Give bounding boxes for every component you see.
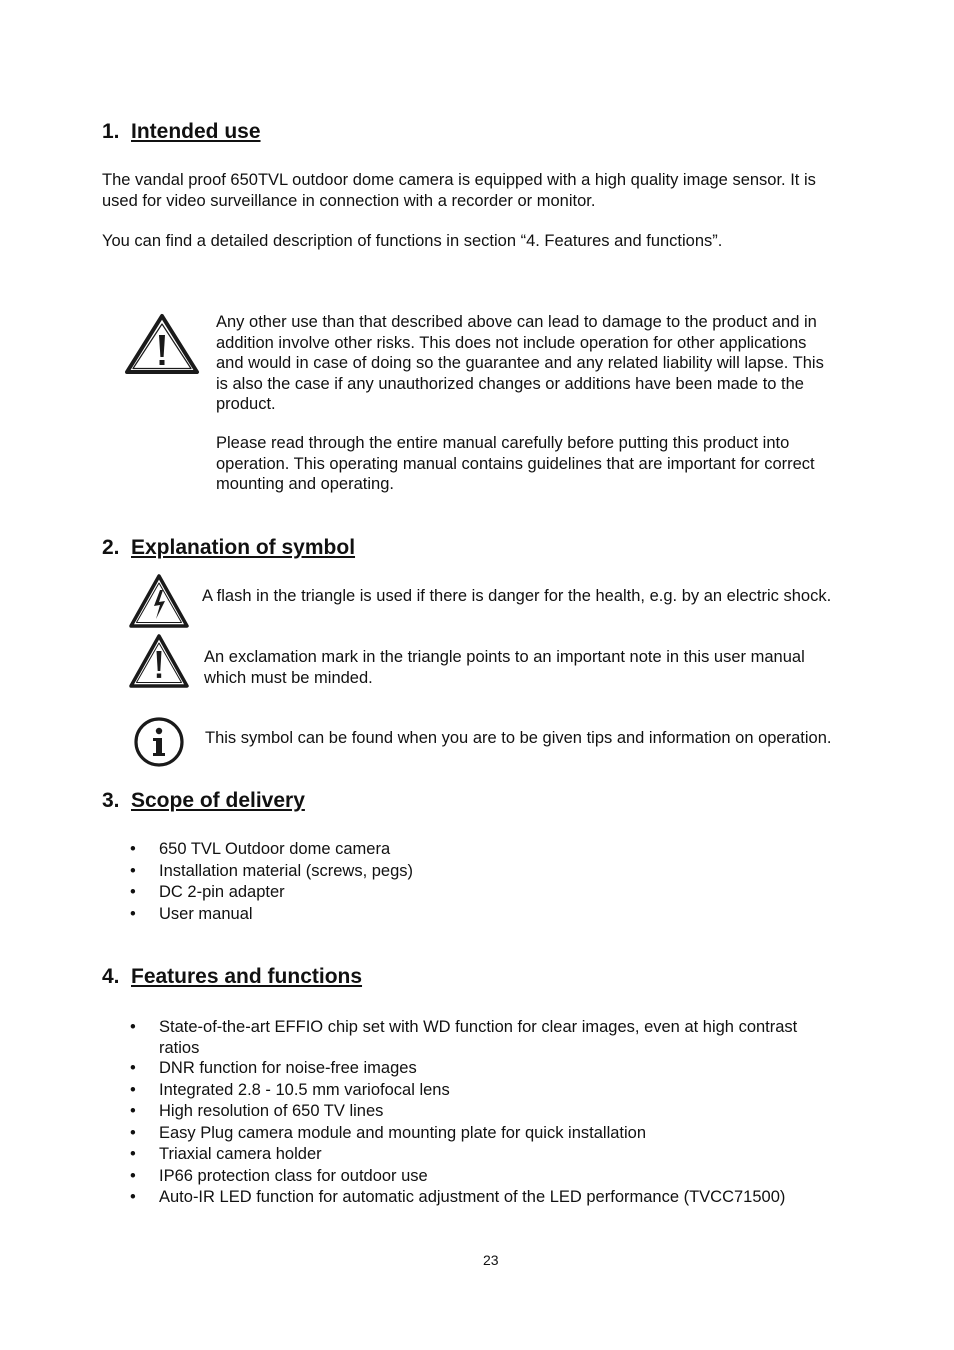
section-number: 4. <box>102 965 120 988</box>
warning-exclamation-triangle-icon <box>124 313 200 375</box>
list-item: • Triaxial camera holder <box>102 1144 797 1166</box>
list-item: • Integrated 2.8 - 10.5 mm variofocal lens <box>102 1080 797 1102</box>
list-item: • State-of-the-art EFFIO chip set with WD function for clear images, even at high contrast ratios <box>102 1017 797 1058</box>
list-item: • High resolution of 650 TV lines <box>102 1101 797 1123</box>
section-number: 3. <box>102 789 120 812</box>
section-title: Intended use <box>131 120 261 143</box>
section-title: Scope of delivery <box>131 789 305 812</box>
list-item: • Installation material (screws, pegs) <box>102 861 413 883</box>
delivery-list <box>102 839 413 925</box>
section-number: 2. <box>102 536 120 559</box>
warning-paragraph-1: Any other use than that described above can lead to damage to the product and in addition involve other risks. This does not include operation for other applications and would in case of doing so the guarantee and any related liability will lapse. This is also the case if any unauthorized changes or additions have been made to the product. <box>216 313 824 413</box>
list-item: • IP66 protection class for outdoor use <box>102 1166 797 1188</box>
list-item: • 650 TVL Outdoor dome camera <box>102 839 413 861</box>
warning-paragraph-2: Please read through the entire manual carefully before putting this product into operation. This operating manual contains guidelines that are important for correct mounting and operating. <box>216 434 815 493</box>
symbol-item-exclamation: An exclamation mark in the triangle points to an important note in this user manual which must be minded. <box>204 648 805 687</box>
list-item: • Auto-IR LED function for automatic adjustment of the LED performance (TVCC71500) <box>102 1187 797 1209</box>
list-item: • User manual <box>102 904 413 926</box>
section-title: Features and functions <box>131 965 363 988</box>
intended-use-paragraph-2: You can find a detailed description of functions in section “4. Features and functions”. <box>102 232 723 250</box>
section-title: Explanation of symbol <box>131 536 356 559</box>
list-item: • Easy Plug camera module and mounting plate for quick installation <box>102 1123 797 1145</box>
page-number: 23 <box>483 1252 499 1268</box>
list-item: • DC 2-pin adapter <box>102 882 413 904</box>
features-list <box>102 1017 797 1209</box>
lightning-triangle-icon <box>129 574 189 628</box>
symbol-item-lightning: A flash in the triangle is used if there is danger for the health, e.g. by an electric shock. <box>202 587 832 605</box>
exclamation-triangle-icon <box>129 634 189 688</box>
symbol-item-info: This symbol can be found when you are to be given tips and information on operation. <box>205 729 832 747</box>
intended-use-paragraph-1: The vandal proof 650TVL outdoor dome camera is equipped with a high quality image sensor. It is used for video surveillance in connection with a recorder or monitor. <box>102 171 816 210</box>
list-item: • DNR function for noise-free images <box>102 1058 797 1080</box>
section-number: 1. <box>102 120 120 143</box>
info-circle-icon <box>133 716 185 768</box>
